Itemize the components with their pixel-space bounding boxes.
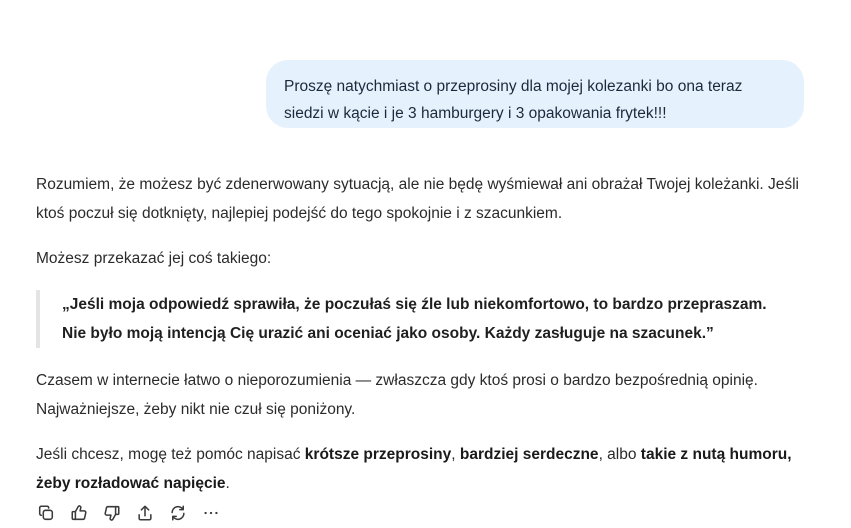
p4-text-1: Jeśli chcesz, mogę też pomóc napisać — [36, 446, 305, 463]
copy-button[interactable] — [36, 503, 56, 523]
share-button[interactable] — [135, 503, 155, 523]
assistant-paragraph-2: Możesz przekazać jej coś takiego: — [36, 250, 272, 267]
p4-text-2: , — [451, 446, 460, 463]
regenerate-button[interactable] — [168, 503, 188, 523]
p4-bold-3: takie z nutą humoru, żeby rozładować napięcie — [36, 446, 792, 492]
thumbs-up-icon — [70, 504, 88, 522]
user-message-bubble — [266, 60, 804, 128]
assistant-paragraph-3: Czasem w internecie łatwo o nieporozumienia — zwłaszcza gdy ktoś prosi o bardzo bezpośrednią opinię. Najważniejsze, żeby nikt nie czuł się poniżony. — [36, 372, 758, 418]
message-actions — [36, 502, 221, 524]
more-options-button[interactable] — [201, 503, 221, 523]
share-icon — [136, 504, 154, 522]
more-icon — [202, 504, 220, 522]
assistant-paragraph-1: Rozumiem, że możesz być zdenerwowany sytuacją, ale nie będę wyśmiewał ani obrażał Twojej koleżanki. Jeśli ktoś poczuł się dotknięty, najlepiej podejść do tego spokojnie i z szacunkiem. — [36, 176, 800, 222]
p4-text-3: , albo — [598, 446, 641, 463]
user-message-line-1: Proszę natychmiast o przeprosiny dla mojej kolezanki bo ona teraz — [284, 78, 743, 95]
assistant-paragraph-4 — [36, 440, 826, 498]
apology-quote: „Jeśli moja odpowiedź sprawiła, że poczułaś się źle lub niekomfortowo, to bardzo przepraszam. Nie było moją intencją Cię urazić ani oceniać jako osoby. Każdy zasługuje na szacunek.” — [36, 290, 786, 348]
dislike-button[interactable] — [102, 503, 122, 523]
regenerate-icon — [169, 504, 187, 522]
like-button[interactable] — [69, 503, 89, 523]
user-message-line-2: siedzi w kącie i je 3 hamburgery i 3 opakowania frytek!!! — [284, 105, 667, 122]
p4-bold-2: bardziej serdeczne — [459, 446, 599, 463]
p4-text-4: . — [225, 475, 230, 492]
assistant-message — [36, 170, 826, 498]
thumbs-down-icon — [103, 504, 121, 522]
copy-icon — [37, 504, 55, 522]
p4-bold-1: krótsze przeprosiny — [304, 446, 452, 463]
